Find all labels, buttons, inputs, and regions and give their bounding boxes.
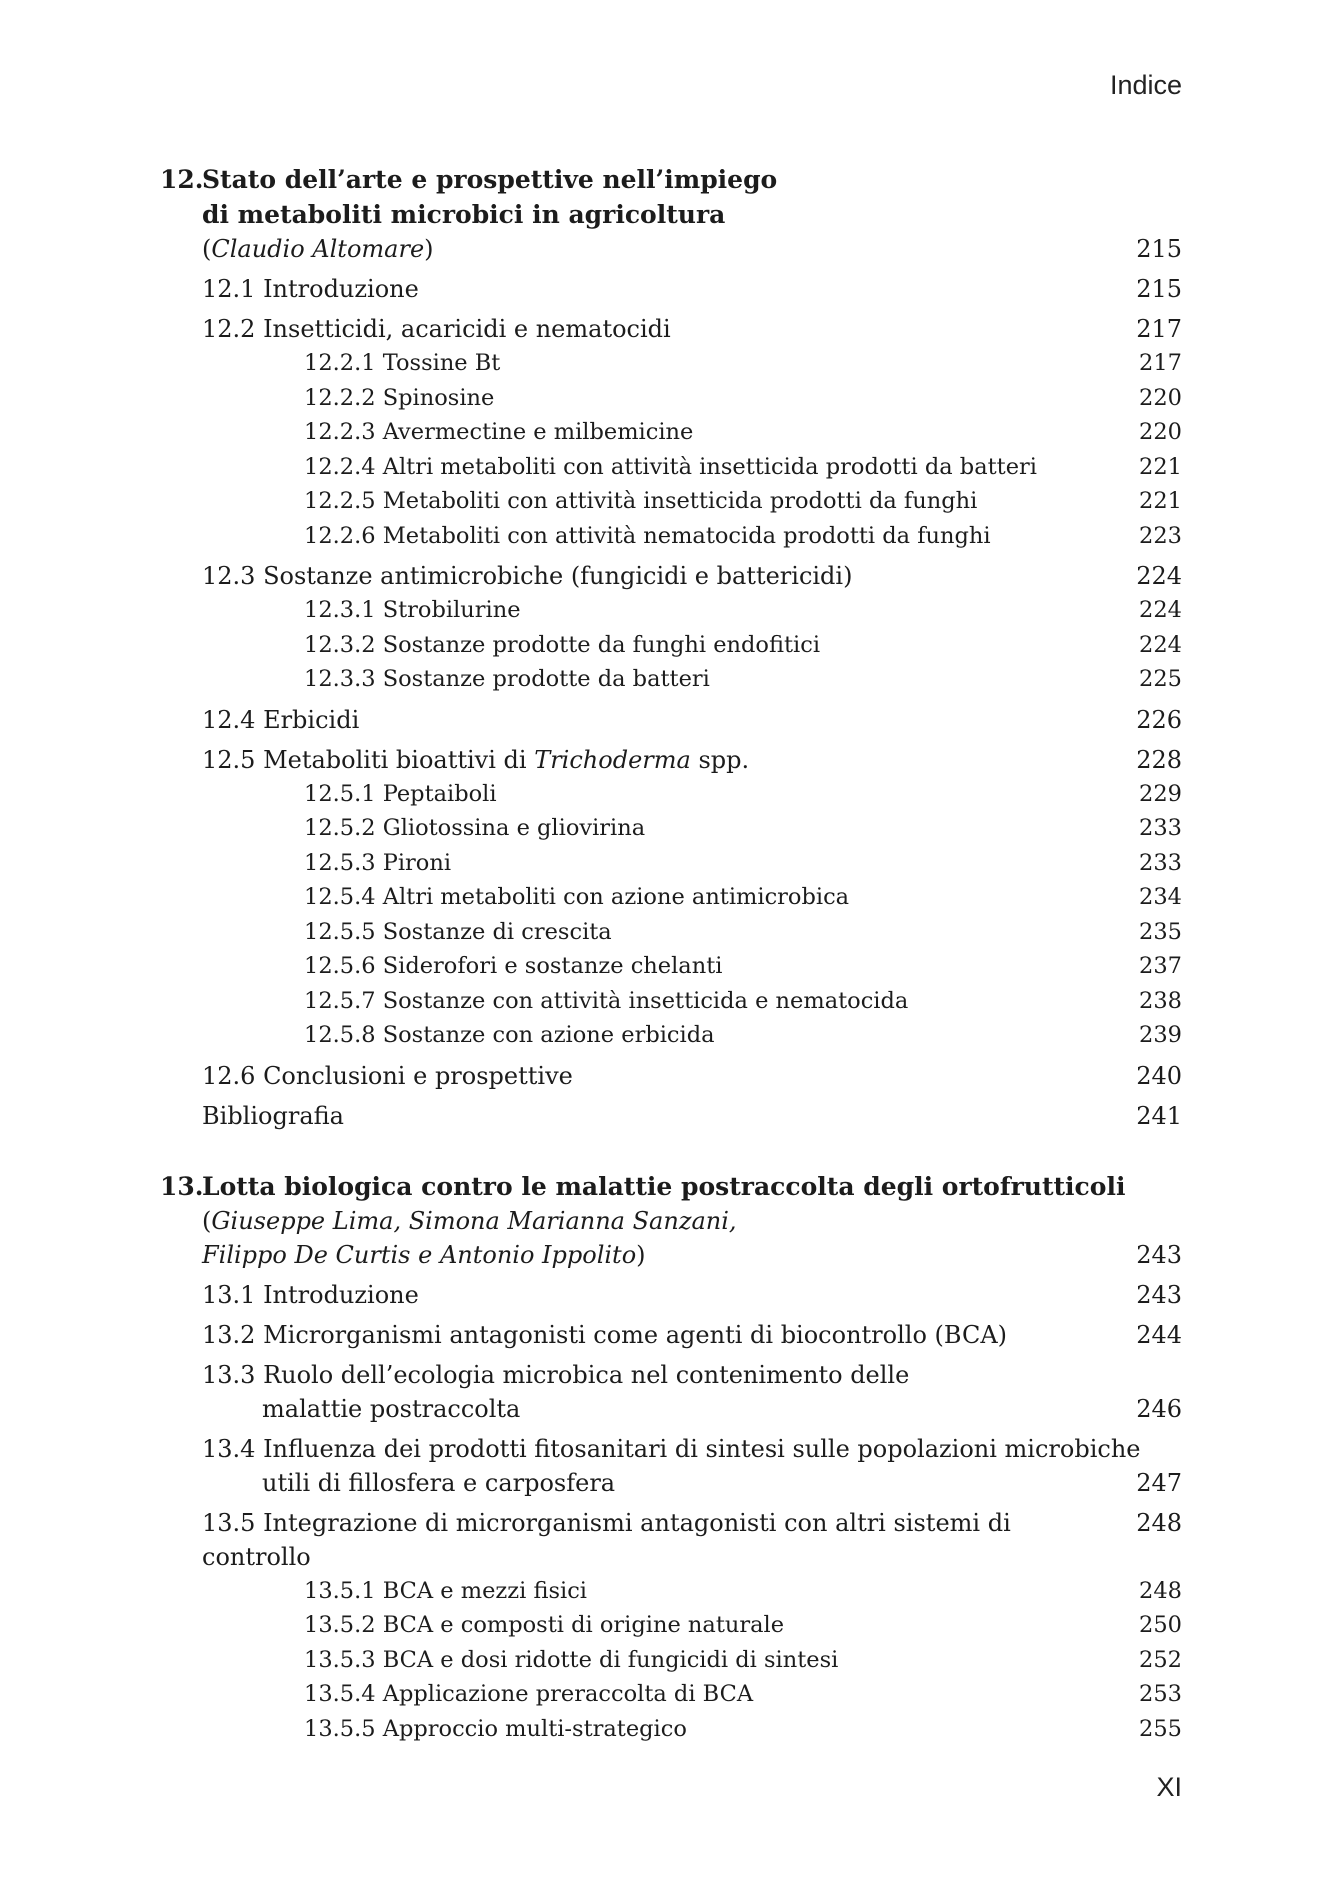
section-line xyxy=(202,272,1182,306)
subsection-label: 12.2.4 Altri metaboliti con attività insetticida prodotti da batteri xyxy=(304,453,1037,480)
toc-section xyxy=(160,1358,1182,1426)
page-ref: 240 xyxy=(1136,1061,1182,1090)
toc-section xyxy=(160,312,1182,553)
section-label: Bibliografia xyxy=(202,1101,344,1130)
subsection-label: 12.5.8 Sostanze con azione erbicida xyxy=(304,1022,715,1048)
page-ref: 224 xyxy=(1136,562,1182,590)
page-ref: 243 xyxy=(1136,1280,1182,1309)
subsection-line xyxy=(202,381,1182,416)
page-ref: 241 xyxy=(1136,1101,1182,1130)
page-ref: 234 xyxy=(1139,884,1182,910)
subsection-label: 13.5.5 Approccio multi-strategico xyxy=(304,1715,687,1742)
toc-section xyxy=(160,1099,1182,1133)
section-label: 13.4 Influenza dei prodotti fitosanitari di sintesi sulle popolazioni microbiche xyxy=(202,1434,1141,1463)
subsection-line xyxy=(202,984,1182,1019)
subsection-label: 13.5.3 BCA e dosi ridotte di fungicidi di sintesi xyxy=(304,1646,839,1673)
subsection-line xyxy=(202,593,1182,628)
subsection-line xyxy=(202,949,1182,984)
subsection-line xyxy=(202,915,1182,950)
author-line xyxy=(202,1238,1182,1272)
page-ref: 248 xyxy=(1139,1577,1182,1604)
page-ref: 221 xyxy=(1139,488,1182,514)
author-line xyxy=(202,1204,1182,1238)
subsection-label: 12.5.7 Sostanze con attività insetticida e nematocida xyxy=(304,987,909,1014)
section-label: 13.1 Introduzione xyxy=(202,1280,419,1309)
section-label: 12.1 Introduzione xyxy=(202,275,419,303)
section-line xyxy=(202,1059,1182,1093)
page-ref: 244 xyxy=(1136,1320,1182,1349)
subsection-label: 12.2.3 Avermectine e milbemicine xyxy=(304,419,694,445)
toc-section xyxy=(160,743,1182,1053)
subsection-line xyxy=(202,777,1182,812)
page-ref: 247 xyxy=(1136,1468,1182,1497)
page-ref: 243 xyxy=(1136,1240,1182,1269)
subsection-label: 12.5.2 Gliotossina e gliovirina xyxy=(304,815,646,841)
toc-section xyxy=(160,559,1182,697)
chapter-number: 12. xyxy=(160,165,204,194)
page-ref: 224 xyxy=(1139,597,1182,623)
section-line xyxy=(202,1318,1182,1352)
page-ref: 255 xyxy=(1139,1715,1182,1742)
subsection-line xyxy=(202,1712,1182,1747)
page-ref: 250 xyxy=(1139,1612,1182,1638)
page-ref: 237 xyxy=(1139,953,1182,979)
page-ref: 215 xyxy=(1136,275,1182,303)
section-label: 12.2 Insetticidi, acaricidi e nematocidi xyxy=(202,315,671,343)
page-ref: 217 xyxy=(1139,350,1182,376)
subsection-line xyxy=(202,346,1182,381)
subsection-label: 12.5.1 Peptaiboli xyxy=(304,780,497,807)
section-line xyxy=(202,559,1182,593)
page-ref: 228 xyxy=(1136,745,1182,774)
subsection-line xyxy=(202,662,1182,697)
chapter-number: 13. xyxy=(160,1171,204,1201)
subsection-line xyxy=(202,1574,1182,1609)
section-label: 12.3 Sostanze antimicrobiche (fungicidi e battericidi) xyxy=(202,562,853,590)
table-of-contents xyxy=(160,162,1182,1746)
subsection-line xyxy=(202,1608,1182,1643)
toc-section xyxy=(160,1432,1182,1500)
chapter-title-line: Stato dell’arte e prospettive nell’impiego xyxy=(202,165,778,194)
page-ref: 226 xyxy=(1136,705,1182,734)
chapter-title-line: di metaboliti microbici in agricoltura xyxy=(202,200,726,229)
page-ref: 233 xyxy=(1139,815,1182,841)
chapter-heading xyxy=(160,1169,1182,1204)
section-continuation: malattie postraccolta xyxy=(262,1394,521,1423)
subsection-label: 12.2.6 Metaboliti con attività nematocida prodotti da funghi xyxy=(304,522,991,549)
chapter-authors xyxy=(160,232,1182,266)
author-name: Filippo De Curtis e Antonio Ippolito xyxy=(202,1240,637,1269)
chapter-heading xyxy=(160,162,1182,232)
page-ref: 215 xyxy=(1136,235,1182,263)
section-line xyxy=(202,1432,1182,1466)
page-ref: 248 xyxy=(1136,1508,1182,1537)
subsection-line xyxy=(202,519,1182,554)
chapter-authors xyxy=(160,1204,1182,1272)
section-line xyxy=(202,1358,1182,1392)
page-ref: 224 xyxy=(1139,631,1182,658)
section-label: 12.6 Conclusioni e prospettive xyxy=(202,1061,573,1090)
section-continuation: utili di fillosfera e carposfera xyxy=(262,1468,616,1497)
page-ref: 229 xyxy=(1139,780,1182,807)
toc-section xyxy=(160,1318,1182,1352)
subsection-label: 12.2.2 Spinosine xyxy=(304,384,495,411)
page-number: XI xyxy=(1156,1772,1182,1802)
page-ref: 220 xyxy=(1139,419,1182,445)
subsection-line xyxy=(202,1677,1182,1712)
author-name: Giuseppe Lima, Simona Marianna Sanzani, xyxy=(211,1206,737,1235)
author-text: (Claudio Altomare) xyxy=(202,235,434,263)
page-ref: 238 xyxy=(1139,987,1182,1014)
subsection-label: 12.3.1 Strobilurine xyxy=(304,597,521,623)
page-ref: 239 xyxy=(1139,1022,1182,1048)
label-part: spp. xyxy=(690,745,750,774)
subsection-label: 12.5.4 Altri metaboliti con azione antimicrobica xyxy=(304,884,850,910)
section-line xyxy=(202,703,1182,737)
section-continuation-line xyxy=(202,1466,1182,1500)
page-ref: 223 xyxy=(1139,522,1182,549)
section-label: 13.2 Microrganismi antagonisti come agenti di biocontrollo (BCA) xyxy=(202,1320,1008,1349)
subsection-line xyxy=(202,811,1182,846)
subsection-label: 12.3.3 Sostanze prodotte da batteri xyxy=(304,666,710,692)
subsection-label: 12.2.1 Tossine Bt xyxy=(304,350,501,376)
section-line xyxy=(202,312,1182,346)
section-label: 12.4 Erbicidi xyxy=(202,705,360,734)
toc-section xyxy=(160,272,1182,306)
running-head: Indice xyxy=(1109,70,1182,100)
subsection-line xyxy=(202,880,1182,915)
author-name: Claudio Altomare xyxy=(211,235,425,263)
section-label: 13.3 Ruolo dell’ecologia microbica nel contenimento delle xyxy=(202,1360,910,1389)
label-part: 12.5 Metaboliti bioattivi di xyxy=(202,745,535,774)
page-ref: 233 xyxy=(1139,849,1182,876)
subsection-line xyxy=(202,846,1182,881)
section-line xyxy=(202,1506,1182,1574)
toc-section xyxy=(160,1059,1182,1093)
subsection-label: 13.5.2 BCA e composti di origine naturale xyxy=(304,1612,785,1638)
subsection-label: 13.5.1 BCA e mezzi fisici xyxy=(304,1577,588,1604)
author-line xyxy=(202,232,1182,266)
page-ref: 252 xyxy=(1139,1646,1182,1673)
section-line xyxy=(202,1099,1182,1133)
subsection-line xyxy=(202,628,1182,663)
subsection-line xyxy=(202,484,1182,519)
page-ref: 235 xyxy=(1139,918,1182,945)
toc-section xyxy=(160,1506,1182,1747)
chapter-title-line: Lotta biologica contro le malattie postraccolta degli ortofrutticoli xyxy=(202,1171,1126,1201)
section-label xyxy=(202,743,749,777)
page-ref: 246 xyxy=(1136,1394,1182,1423)
subsection-line xyxy=(202,415,1182,450)
author-text: (Giuseppe Lima, Simona Marianna Sanzani, xyxy=(202,1206,737,1235)
section-continuation-line xyxy=(202,1392,1182,1426)
author-text: Filippo De Curtis e Antonio Ippolito) xyxy=(202,1240,646,1269)
page-ref: 217 xyxy=(1136,315,1182,343)
subsection-line xyxy=(202,450,1182,485)
subsection-label: 12.2.5 Metaboliti con attività insetticida prodotti da funghi xyxy=(304,488,978,514)
toc-section xyxy=(160,703,1182,737)
label-italic: Trichoderma xyxy=(534,745,691,774)
chapter-spacer xyxy=(160,1133,1182,1169)
page-ref: 225 xyxy=(1139,666,1182,692)
section-line xyxy=(202,743,1182,777)
subsection-label: 13.5.4 Applicazione preraccolta di BCA xyxy=(304,1681,754,1707)
toc-section xyxy=(160,1278,1182,1312)
section-label: 13.5 Integrazione di microrganismi antagonisti con altri sistemi di controllo xyxy=(202,1508,1011,1571)
subsection-label: 12.5.5 Sostanze di crescita xyxy=(304,918,612,945)
page-ref: 220 xyxy=(1139,384,1182,411)
subsection-line xyxy=(202,1643,1182,1678)
subsection-label: 12.5.6 Siderofori e sostanze chelanti xyxy=(304,953,723,979)
subsection-label: 12.3.2 Sostanze prodotte da funghi endofitici xyxy=(304,631,821,658)
section-line xyxy=(202,1278,1182,1312)
subsection-label: 12.5.3 Pironi xyxy=(304,849,452,876)
subsection-line xyxy=(202,1018,1182,1053)
page-ref: 221 xyxy=(1139,453,1182,480)
page-ref: 253 xyxy=(1139,1681,1182,1707)
